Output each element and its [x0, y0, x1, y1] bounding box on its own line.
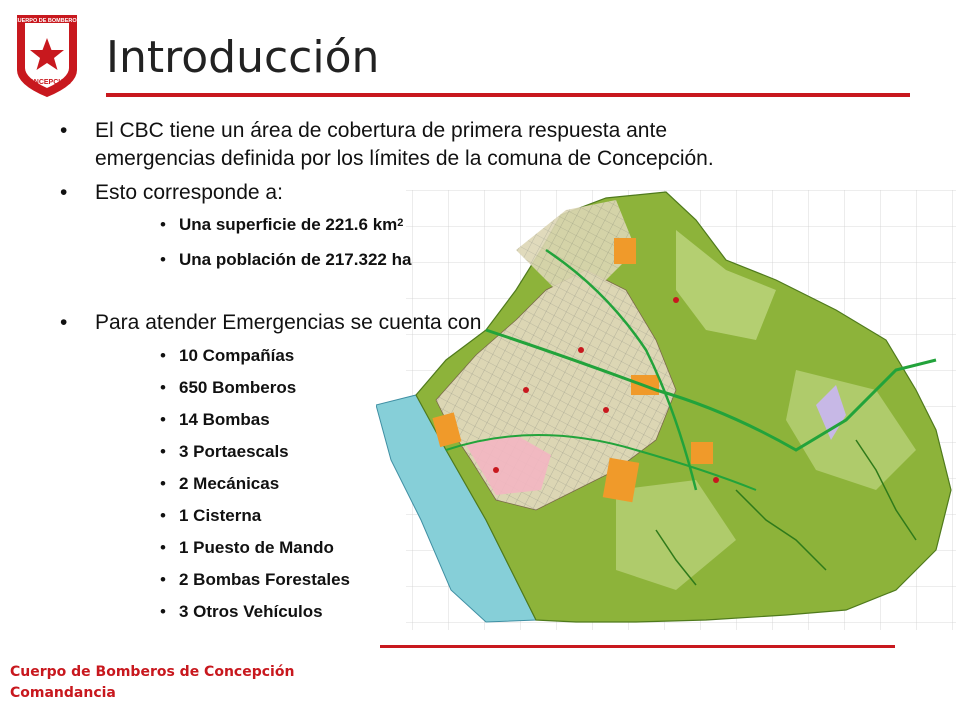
bullet-corresponde-text: Esto corresponde a:: [95, 181, 283, 204]
superficie-superscript: 2: [397, 217, 404, 229]
resource-text: 14 Bombas: [179, 410, 270, 429]
bullet-marker: •: [60, 311, 68, 334]
bullet-intro-line2: emergencias definida por los límites de la comuna de Concepción.: [95, 147, 714, 170]
resource-text: 10 Compañías: [179, 346, 295, 365]
bullet-marker: •: [160, 250, 166, 269]
bullet-marker: •: [160, 215, 166, 234]
resource-text: 3 Portaescals: [179, 442, 289, 461]
resource-text: 2 Mecánicas: [179, 474, 280, 493]
poblacion-text: Una población de 217.322 ha: [179, 250, 412, 269]
footer-dept: Comandancia: [10, 685, 116, 701]
logo-bottom-text: CONCEPCION: [23, 79, 71, 86]
bullet-atender-text: Para atender Emergencias se cuenta con: [95, 311, 482, 334]
footer: [10, 662, 294, 704]
bullet-marker: •: [60, 119, 68, 142]
resource-text: 3 Otros Vehículos: [179, 602, 323, 621]
footer-divider: [380, 645, 895, 648]
logo-top-text: CUERPO DE BOMBEROS: [14, 18, 80, 24]
bullet-intro-line1: El CBC tiene un área de cobertura de primera respuesta ante: [95, 119, 667, 142]
resource-text: 1 Cisterna: [179, 506, 262, 525]
slide-title: Introducción: [106, 32, 380, 83]
resource-text: 650 Bomberos: [179, 378, 297, 397]
superficie-text: Una superficie de 221.6 km: [179, 215, 398, 234]
resource-text: 2 Bombas Forestales: [179, 570, 351, 589]
resource-text: 1 Puesto de Mando: [179, 538, 334, 557]
footer-org: Cuerpo de Bomberos de Concepción: [10, 664, 295, 680]
bullet-marker: •: [60, 181, 68, 204]
